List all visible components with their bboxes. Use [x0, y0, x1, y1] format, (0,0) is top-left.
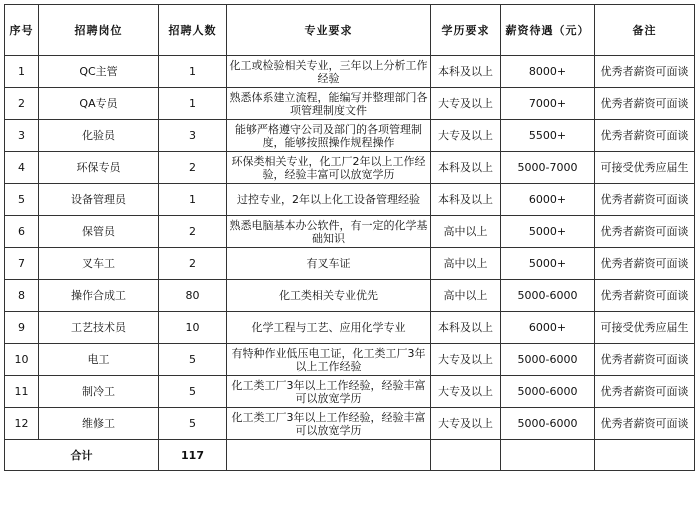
cell-education: 大专及以上	[431, 344, 501, 376]
cell-education: 大专及以上	[431, 408, 501, 440]
cell-requirement: 熟悉电脑基本办公软件，有一定的化学基础知识	[227, 216, 431, 248]
cell-note: 优秀者薪资可面谈	[595, 280, 695, 312]
cell-no: 1	[5, 56, 39, 88]
cell-note: 优秀者薪资可面谈	[595, 56, 695, 88]
cell-position: 操作合成工	[39, 280, 159, 312]
cell-position: 维修工	[39, 408, 159, 440]
cell-no: 2	[5, 88, 39, 120]
table-body	[5, 56, 695, 440]
cell-count: 2	[159, 216, 227, 248]
cell-no: 3	[5, 120, 39, 152]
header-row	[5, 5, 695, 56]
total-row	[5, 440, 695, 471]
header-count: 招聘人数	[159, 5, 227, 56]
cell-position: 保管员	[39, 216, 159, 248]
cell-count: 2	[159, 152, 227, 184]
cell-education: 高中以上	[431, 216, 501, 248]
header-education: 学历要求	[431, 5, 501, 56]
cell-requirement: 化工类工厂3年以上工作经验，经验丰富可以放宽学历	[227, 376, 431, 408]
recruitment-table	[4, 4, 695, 471]
cell-no: 5	[5, 184, 39, 216]
cell-salary: 5000-6000	[501, 408, 595, 440]
cell-salary: 5000+	[501, 216, 595, 248]
cell-no: 10	[5, 344, 39, 376]
cell-count: 1	[159, 56, 227, 88]
cell-requirement: 化工或检验相关专业，三年以上分析工作经验	[227, 56, 431, 88]
table-row	[5, 216, 695, 248]
cell-education: 大专及以上	[431, 120, 501, 152]
header-note: 备注	[595, 5, 695, 56]
cell-no: 6	[5, 216, 39, 248]
cell-position: QA专员	[39, 88, 159, 120]
cell-education: 本科及以上	[431, 184, 501, 216]
header-requirement: 专业要求	[227, 5, 431, 56]
cell-note: 优秀者薪资可面谈	[595, 344, 695, 376]
total-label: 合计	[5, 440, 159, 471]
cell-note: 优秀者薪资可面谈	[595, 248, 695, 280]
cell-salary: 5000-7000	[501, 152, 595, 184]
cell-count: 1	[159, 184, 227, 216]
table-row	[5, 376, 695, 408]
cell-note: 优秀者薪资可面谈	[595, 88, 695, 120]
table-row	[5, 408, 695, 440]
cell-no: 9	[5, 312, 39, 344]
cell-count: 80	[159, 280, 227, 312]
cell-position: 工艺技术员	[39, 312, 159, 344]
cell-position: QC主管	[39, 56, 159, 88]
cell-count: 5	[159, 376, 227, 408]
cell-position: 环保专员	[39, 152, 159, 184]
header-position: 招聘岗位	[39, 5, 159, 56]
cell-position: 化验员	[39, 120, 159, 152]
cell-salary: 5000-6000	[501, 344, 595, 376]
cell-salary: 5500+	[501, 120, 595, 152]
cell-education: 大专及以上	[431, 88, 501, 120]
cell-education: 大专及以上	[431, 376, 501, 408]
total-empty-education	[431, 440, 501, 471]
cell-count: 5	[159, 344, 227, 376]
cell-count: 3	[159, 120, 227, 152]
cell-note: 可接受优秀应届生	[595, 312, 695, 344]
cell-position: 电工	[39, 344, 159, 376]
cell-requirement: 能够严格遵守公司及部门的各项管理制度，能够按照操作规程操作	[227, 120, 431, 152]
cell-salary: 6000+	[501, 312, 595, 344]
table-row	[5, 280, 695, 312]
total-count: 117	[159, 440, 227, 471]
cell-no: 4	[5, 152, 39, 184]
cell-position: 设备管理员	[39, 184, 159, 216]
cell-requirement: 过控专业，2年以上化工设备管理经验	[227, 184, 431, 216]
table-row	[5, 312, 695, 344]
cell-no: 12	[5, 408, 39, 440]
cell-education: 本科及以上	[431, 312, 501, 344]
cell-requirement: 熟悉体系建立流程，能编写并整理部门各项管理制度文件	[227, 88, 431, 120]
cell-no: 8	[5, 280, 39, 312]
cell-no: 7	[5, 248, 39, 280]
cell-education: 高中以上	[431, 248, 501, 280]
cell-note: 优秀者薪资可面谈	[595, 376, 695, 408]
table-row	[5, 56, 695, 88]
cell-requirement: 有特种作业低压电工证，化工类工厂3年以上工作经验	[227, 344, 431, 376]
cell-education: 本科及以上	[431, 152, 501, 184]
cell-count: 10	[159, 312, 227, 344]
cell-salary: 5000+	[501, 248, 595, 280]
cell-salary: 5000-6000	[501, 280, 595, 312]
cell-position: 制冷工	[39, 376, 159, 408]
cell-count: 2	[159, 248, 227, 280]
cell-salary: 7000+	[501, 88, 595, 120]
table-row	[5, 88, 695, 120]
cell-requirement: 化工类工厂3年以上工作经验，经验丰富可以放宽学历	[227, 408, 431, 440]
total-empty-note	[595, 440, 695, 471]
cell-education: 高中以上	[431, 280, 501, 312]
cell-salary: 5000-6000	[501, 376, 595, 408]
cell-note: 优秀者薪资可面谈	[595, 120, 695, 152]
table-row	[5, 248, 695, 280]
cell-requirement: 环保类相关专业，化工厂2年以上工作经验，经验丰富可以放宽学历	[227, 152, 431, 184]
cell-note: 优秀者薪资可面谈	[595, 408, 695, 440]
table-row	[5, 152, 695, 184]
header-salary: 薪资待遇（元）	[501, 5, 595, 56]
cell-note: 可接受优秀应届生	[595, 152, 695, 184]
cell-position: 叉车工	[39, 248, 159, 280]
table-row	[5, 120, 695, 152]
cell-requirement: 化学工程与工艺、应用化学专业	[227, 312, 431, 344]
total-empty-salary	[501, 440, 595, 471]
cell-count: 1	[159, 88, 227, 120]
cell-no: 11	[5, 376, 39, 408]
cell-salary: 8000+	[501, 56, 595, 88]
header-no: 序号	[5, 5, 39, 56]
cell-count: 5	[159, 408, 227, 440]
cell-requirement: 化工类相关专业优先	[227, 280, 431, 312]
cell-education: 本科及以上	[431, 56, 501, 88]
cell-salary: 6000+	[501, 184, 595, 216]
total-empty-requirement	[227, 440, 431, 471]
cell-note: 优秀者薪资可面谈	[595, 184, 695, 216]
table-row	[5, 344, 695, 376]
cell-note: 优秀者薪资可面谈	[595, 216, 695, 248]
table-row	[5, 184, 695, 216]
cell-requirement: 有叉车证	[227, 248, 431, 280]
